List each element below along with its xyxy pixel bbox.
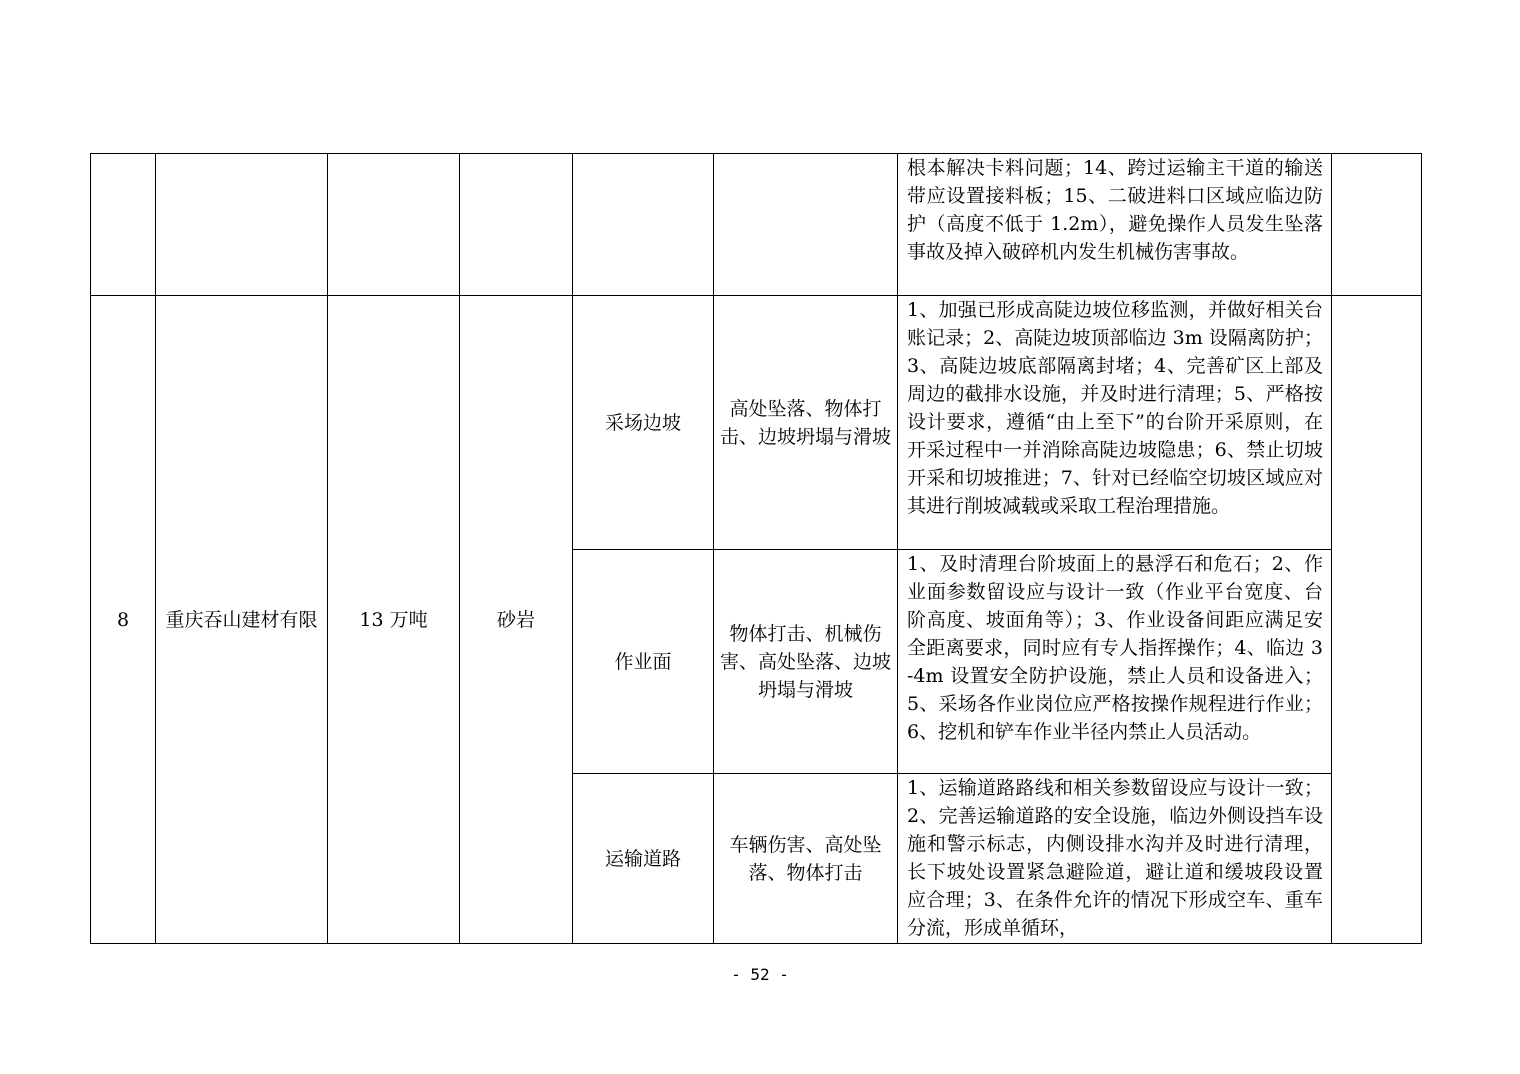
company-cell: 重庆吞山建材有限 <box>156 296 328 944</box>
page-number: - 52 - <box>731 965 789 984</box>
measures-cell: 1、加强已形成高陡边坡位移监测，并做好相关台账记录；2、高陡边坡顶部临边 3m 设隔离防护；3、高陡边坡底部隔离封堵；4、完善矿区上部及周边的截排水设施，并及时进行清理；5、严格按设计要求，遵循“由上至下”的台阶开采原则，在开采过程中一并消除高陡边坡隐患；6、禁止切坡开采和切坡推进；7、针对已经临空切坡区域应对其进行削坡减载或采取工程治理措施。 <box>898 296 1332 550</box>
location-cell: 运输道路 <box>573 774 714 944</box>
location-cell <box>573 154 714 296</box>
measures-cell: 1、及时清理台阶坡面上的悬浮石和危石；2、作业面参数留设应与设计一致（作业平台宽度、台阶高度、坡面角等）；3、作业设备间距应满足安全距离要求，同时应有专人指挥操作；4、临边 3-4m 设置安全防护设施，禁止人员和设备进入；5、采场各作业岗位应严格按操作规程进行作业；6、挖机和铲车作业半径内禁止人员活动。 <box>898 550 1332 774</box>
measures-cell: 1、运输道路路线和相关参数留设应与设计一致；2、完善运输道路的安全设施，临边外侧设挡车设施和警示标志，内侧设排水沟并及时进行清理，长下坡处设置紧急避险道，避让道和缓坡段设置应合理；3、在条件允许的情况下形成空车、重车分流，形成单循环， <box>898 774 1332 944</box>
measures-cell: 根本解决卡料问题；14、跨过运输主干道的输送带应设置接料板；15、二破进料口区域应临边防护（高度不低于 1.2m），避免操作人员发生坠落事故及掉入破碎机内发生机械伤害事故。 <box>898 154 1332 296</box>
mineral-cell: 砂岩 <box>460 296 573 944</box>
accidents-cell: 物体打击、机械伤害、高处坠落、边坡坍塌与滑坡 <box>714 550 898 774</box>
index-cell <box>91 154 156 296</box>
table-row-entry-8-slope <box>91 296 1422 550</box>
index-cell: 8 <box>91 296 156 944</box>
remarks-cell <box>1332 154 1422 296</box>
location-cell: 作业面 <box>573 550 714 774</box>
accidents-cell <box>714 154 898 296</box>
location-cell: 采场边坡 <box>573 296 714 550</box>
capacity-cell <box>328 154 460 296</box>
company-cell <box>156 154 328 296</box>
mineral-cell <box>460 154 573 296</box>
remarks-cell <box>1332 296 1422 944</box>
accidents-cell: 车辆伤害、高处坠落、物体打击 <box>714 774 898 944</box>
capacity-cell: 13 万吨 <box>328 296 460 944</box>
hazard-measures-table <box>90 153 1422 944</box>
accidents-cell: 高处坠落、物体打击、边坡坍塌与滑坡 <box>714 296 898 550</box>
table-row-continued <box>91 154 1422 296</box>
